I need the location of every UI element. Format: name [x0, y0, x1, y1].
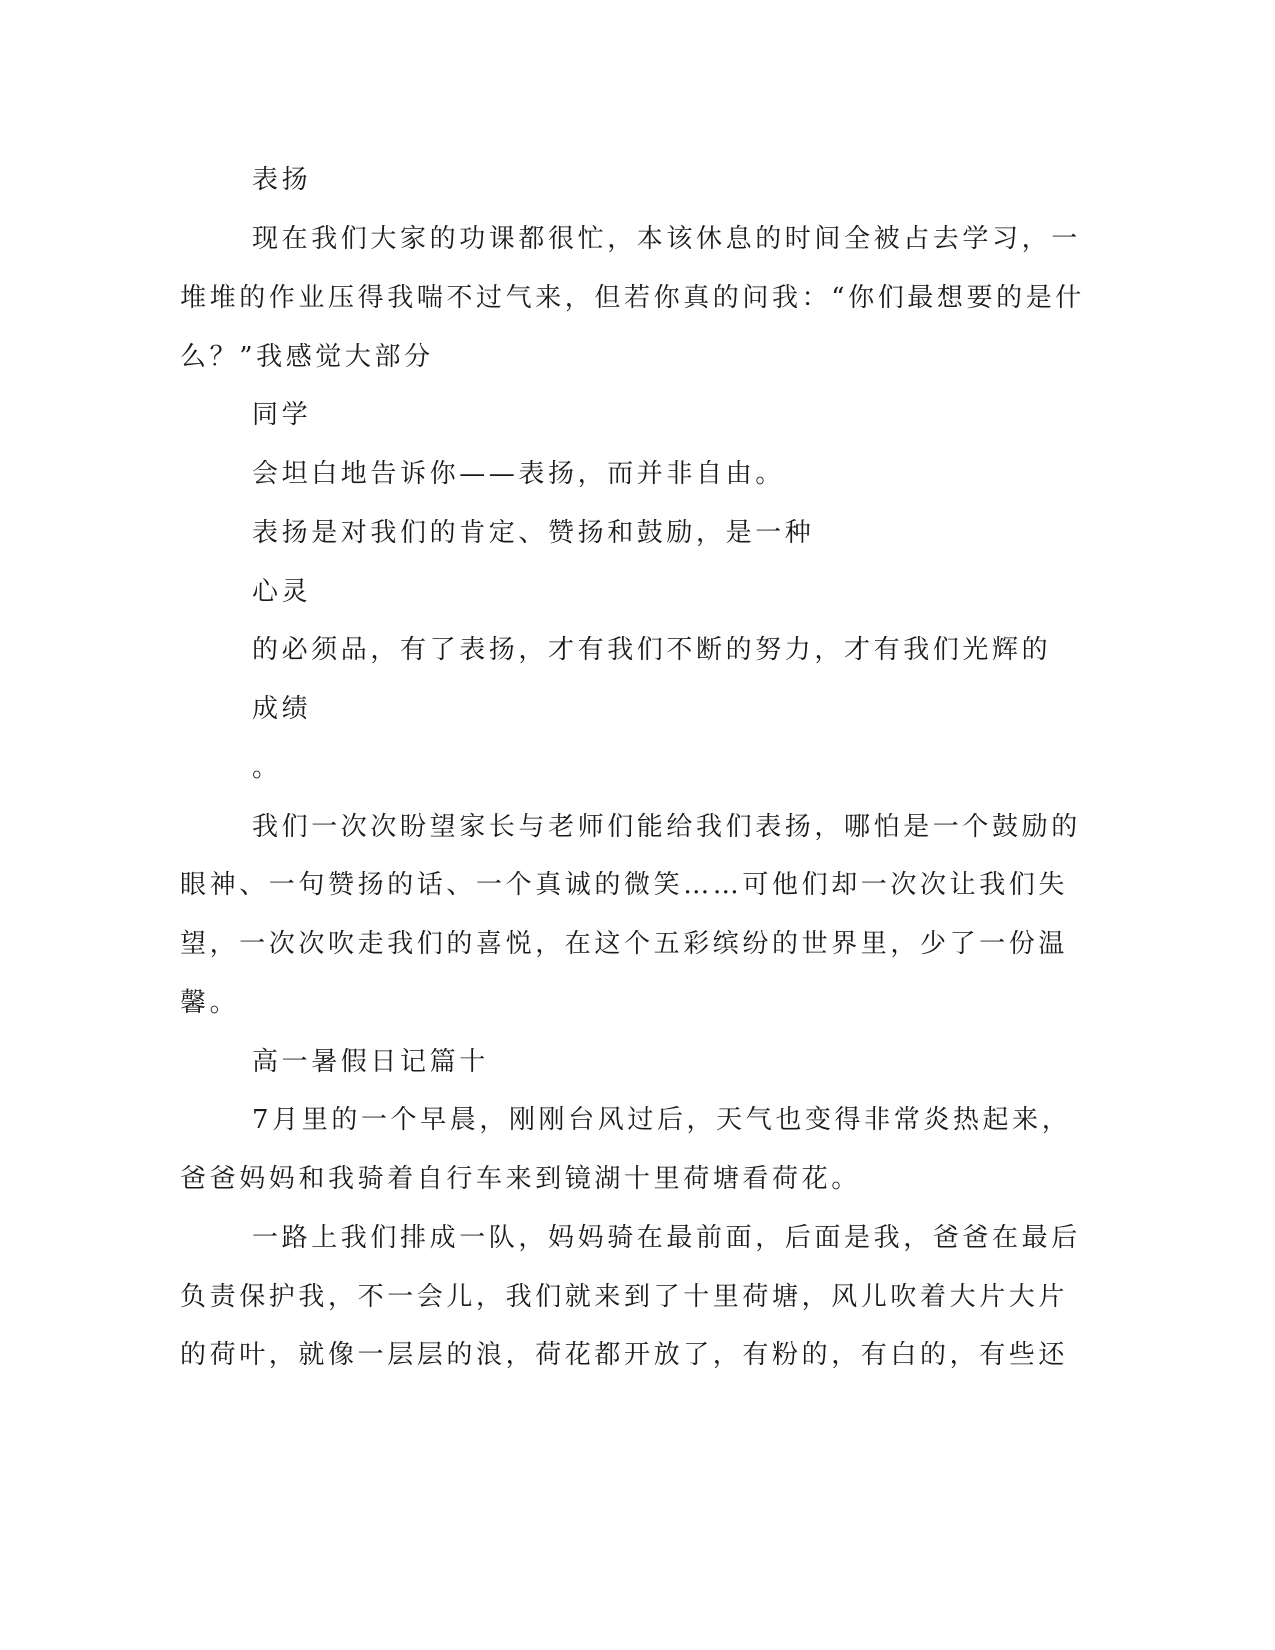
text-line: 么？”我感觉大部分	[180, 342, 434, 372]
text-line: 望，一次次吹走我们的喜悦，在这个五彩缤纷的世界里，少了一份温	[180, 929, 1069, 959]
text-line: 的必须品，有了表扬，才有我们不断的努力，才有我们光辉的	[252, 635, 1052, 665]
text-line: 馨。	[180, 988, 240, 1018]
text-line: 心灵	[252, 577, 312, 607]
text-line: 表扬是对我们的肯定、赞扬和鼓励，是一种	[252, 518, 815, 548]
text-line: 表扬	[252, 165, 312, 195]
text-line: 我们一次次盼望家长与老师们能给我们表扬，哪怕是一个鼓励的	[252, 812, 1081, 842]
section-heading: 高一暑假日记篇十	[252, 1047, 489, 1077]
text-line: 会坦白地告诉你——表扬，而并非自由。	[252, 459, 785, 489]
text-line: 一路上我们排成一队，妈妈骑在最前面，后面是我，爸爸在最后	[252, 1223, 1081, 1253]
text-line: 。	[252, 753, 282, 783]
text-line: 现在我们大家的功课都很忙，本该休息的时间全被占去学习，一	[252, 224, 1081, 254]
text-line: 7月里的一个早晨，刚刚台风过后，天气也变得非常炎热起来，	[252, 1105, 1072, 1135]
text-line: 负责保护我，不一会儿，我们就来到了十里荷塘，风儿吹着大片大片	[180, 1282, 1069, 1312]
text-line: 眼神、一句赞扬的话、一个真诚的微笑……可他们却一次次让我们失	[180, 870, 1069, 900]
text-line: 同学	[252, 400, 312, 430]
text-line: 爸爸妈妈和我骑着自行车来到镜湖十里荷塘看荷花。	[180, 1164, 861, 1194]
text-line: 成绩	[252, 694, 312, 724]
text-line: 的荷叶，就像一层层的浪，荷花都开放了，有粉的，有白的，有些还	[180, 1340, 1069, 1370]
text-line: 堆堆的作业压得我喘不过气来，但若你真的问我：“你们最想要的是什	[180, 283, 1085, 313]
